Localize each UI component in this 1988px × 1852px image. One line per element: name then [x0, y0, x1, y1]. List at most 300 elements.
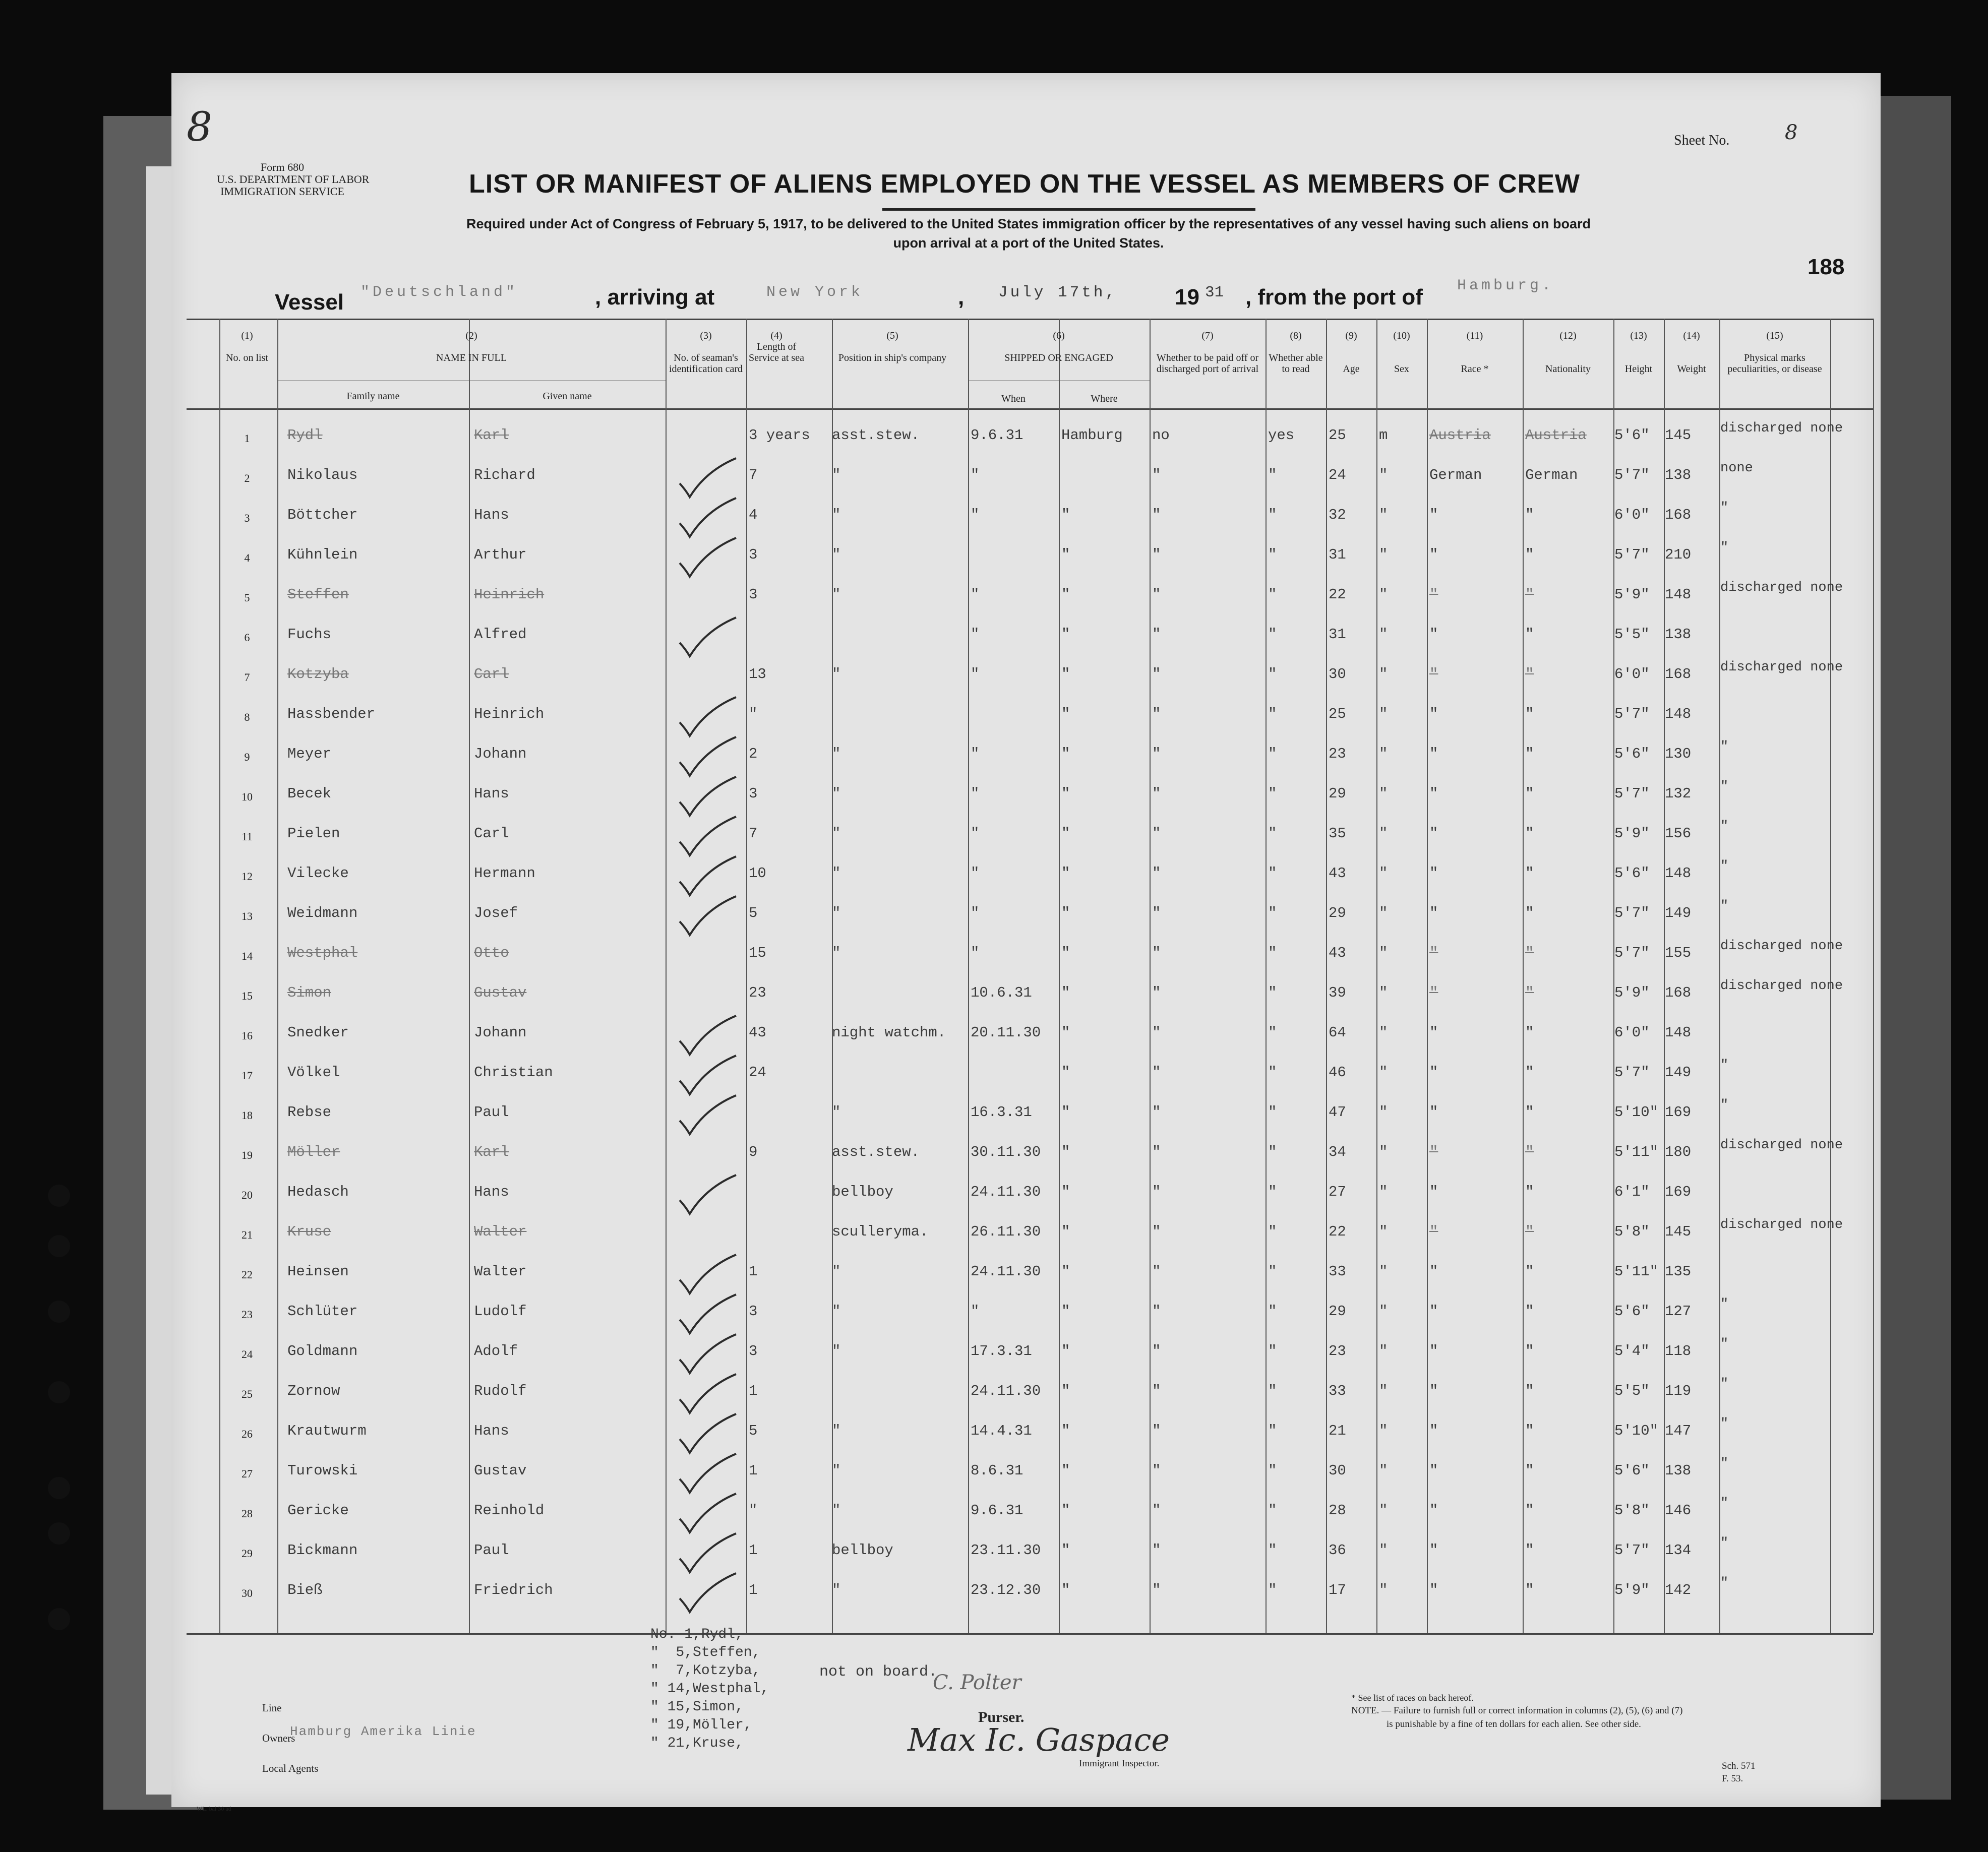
not-on-board-entry: " 7,Kotzyba,	[650, 1663, 761, 1679]
cell-position: "	[832, 1423, 841, 1439]
cell-given: Gustav	[474, 1462, 527, 1479]
cell-given: Hans	[474, 785, 509, 802]
cell-nationality: "	[1525, 706, 1534, 722]
cell-age: 25	[1329, 706, 1346, 722]
cell-height: 5'7"	[1614, 785, 1650, 802]
cell-position: "	[832, 1263, 841, 1280]
not-on-board-entry: " 21,Kruse,	[650, 1736, 744, 1751]
purser-initials: C. Polter	[933, 1671, 1021, 1694]
cell-marks: none	[1720, 461, 1753, 476]
cell-age: 25	[1329, 427, 1346, 444]
cell-height: 5'9"	[1614, 586, 1650, 603]
cell-when: "	[971, 586, 980, 603]
cell-family: Schlüter	[287, 1303, 358, 1320]
col-number: (4)	[770, 330, 782, 341]
col-label: Whether able to read	[1269, 352, 1323, 375]
col-number: (15)	[1766, 330, 1783, 341]
cell-sex: "	[1379, 1024, 1388, 1041]
col-number: (1)	[241, 330, 253, 341]
cell-read: "	[1268, 746, 1277, 762]
cell-where: "	[1061, 1184, 1070, 1200]
cell-sex: "	[1379, 1144, 1388, 1160]
cell-when: 8.6.31	[971, 1462, 1023, 1479]
cell-when: 9.6.31	[971, 1502, 1023, 1519]
cell-no: 6	[244, 631, 250, 644]
col-number: (7)	[1201, 330, 1214, 341]
col-label: Height	[1624, 363, 1653, 375]
cell-nationality: "	[1525, 865, 1534, 882]
cell-nationality: "	[1525, 666, 1534, 683]
cell-read: "	[1268, 1303, 1277, 1320]
cell-sex: m	[1379, 427, 1388, 444]
cell-sex: "	[1379, 546, 1388, 563]
column-rule	[1873, 319, 1874, 1633]
cell-no: 22	[242, 1268, 253, 1281]
cell-where: "	[1061, 945, 1070, 961]
cell-read: "	[1268, 1263, 1277, 1280]
cell-nationality: "	[1525, 1303, 1534, 1320]
cell-weight: 155	[1665, 945, 1692, 961]
cell-no: 29	[242, 1547, 253, 1560]
cell-paid: "	[1152, 1024, 1161, 1041]
cell-when: 10.6.31	[971, 984, 1032, 1001]
cell-sex: "	[1379, 1423, 1388, 1439]
cell-where: "	[1061, 586, 1070, 603]
cell-given: Christian	[474, 1064, 553, 1081]
cell-where: "	[1061, 507, 1070, 523]
cell-paid: "	[1152, 1343, 1161, 1360]
cell-nationality: "	[1525, 905, 1534, 921]
cell-race: "	[1429, 825, 1438, 842]
col-label: NAME IN FULL	[436, 352, 507, 363]
cell-service: 24	[749, 1064, 766, 1081]
cell-height: 5'8"	[1614, 1502, 1650, 1519]
cell-race: Austria	[1429, 427, 1491, 444]
cell-marks: "	[1720, 1536, 1729, 1551]
cell-weight: 180	[1665, 1144, 1692, 1160]
cell-marks: discharged none	[1720, 660, 1843, 675]
cell-service: 3	[749, 586, 758, 603]
cell-height: 6'0"	[1614, 666, 1650, 683]
cell-paid: "	[1152, 865, 1161, 882]
cell-nationality: "	[1525, 984, 1534, 1001]
department-name: U.S. DEPARTMENT OF LABOR	[217, 173, 370, 186]
cell-position: "	[832, 865, 841, 882]
cell-service: 1	[749, 1462, 758, 1479]
cell-position: "	[832, 467, 841, 483]
cell-service: 9	[749, 1144, 758, 1160]
header-bottom-rule	[187, 408, 1873, 410]
page-title: LIST OR MANIFEST OF ALIENS EMPLOYED ON THE VESSEL AS MEMBERS OF CREW	[469, 169, 1580, 199]
cell-nationality: "	[1525, 1582, 1534, 1598]
cell-given: Rudolf	[474, 1383, 527, 1399]
cell-sex: "	[1379, 467, 1388, 483]
cell-height: 5'10"	[1614, 1423, 1659, 1439]
cell-family: Zornow	[287, 1383, 340, 1399]
title-underline	[882, 208, 1255, 211]
column-rule	[1376, 319, 1377, 1633]
col-label: Whether to be paid off or discharged port of arrival	[1156, 352, 1259, 375]
cell-race: "	[1429, 1343, 1438, 1360]
cell-given: Hans	[474, 1423, 509, 1439]
cell-paid: "	[1152, 467, 1161, 483]
cell-service: 4	[749, 507, 758, 523]
cell-position: bellboy	[832, 1184, 893, 1200]
cell-when: "	[971, 905, 980, 921]
cell-read: "	[1268, 984, 1277, 1001]
cell-height: 5'8"	[1614, 1223, 1650, 1240]
background-sheet-right	[1881, 96, 1951, 1800]
cell-marks: "	[1720, 501, 1729, 516]
cell-given: Heinrich	[474, 586, 545, 603]
cell-marks: "	[1720, 819, 1729, 834]
cell-sex: "	[1379, 1184, 1388, 1200]
cell-position: bellboy	[832, 1542, 893, 1559]
cell-position: "	[832, 746, 841, 762]
cell-where: "	[1061, 1144, 1070, 1160]
cell-family: Turowski	[287, 1462, 358, 1479]
cell-where: "	[1061, 626, 1070, 643]
cell-sex: "	[1379, 984, 1388, 1001]
penalty-note-2: is punishable by a fine of ten dollars for each alien. See other side.	[1387, 1719, 1641, 1730]
cell-marks: "	[1720, 1297, 1729, 1312]
column-rule	[277, 319, 278, 1633]
cell-nationality: "	[1525, 546, 1534, 563]
cell-service: 1	[749, 1263, 758, 1280]
col-subheader-given: Given name	[543, 391, 592, 402]
cell-service: 3 years	[749, 427, 810, 444]
check-mark-icon	[676, 1292, 741, 1337]
cell-position: "	[832, 825, 841, 842]
cell-age: 33	[1329, 1263, 1346, 1280]
cell-when: 20.11.30	[971, 1024, 1041, 1041]
cell-age: 46	[1329, 1064, 1346, 1081]
not-on-board-list	[650, 1626, 769, 1753]
cell-service: 13	[749, 666, 766, 683]
cell-race: "	[1429, 1462, 1438, 1479]
cell-read: "	[1268, 1184, 1277, 1200]
cell-nationality: "	[1525, 1542, 1534, 1559]
cell-weight: 130	[1665, 746, 1692, 762]
cell-service: "	[749, 706, 758, 722]
cell-marks: "	[1720, 1058, 1729, 1073]
check-mark-icon	[676, 1172, 741, 1218]
cell-position: "	[832, 945, 841, 961]
cell-paid: "	[1152, 984, 1161, 1001]
column-rule	[469, 319, 470, 1633]
not-on-board-entry: " 15,Simon,	[650, 1699, 744, 1715]
cell-family: Vilecke	[287, 865, 349, 882]
cell-no: 16	[242, 1029, 253, 1042]
cell-age: 34	[1329, 1144, 1346, 1160]
form-id-block	[217, 161, 370, 198]
cell-family: Rebse	[287, 1104, 332, 1121]
cell-marks: "	[1720, 899, 1729, 914]
cell-age: 43	[1329, 945, 1346, 961]
cell-read: "	[1268, 1502, 1277, 1519]
cell-nationality: German	[1525, 467, 1578, 483]
sheet-no-label: Sheet No.	[1674, 133, 1730, 148]
cell-nationality: "	[1525, 1423, 1534, 1439]
check-mark-icon	[676, 734, 741, 780]
cell-sex: "	[1379, 706, 1388, 722]
cell-race: "	[1429, 1184, 1438, 1200]
cell-age: 23	[1329, 1343, 1346, 1360]
cell-read: "	[1268, 1144, 1277, 1160]
check-mark-icon	[676, 1332, 741, 1377]
inspector-signature: Max Ic. Gaspace	[908, 1721, 1170, 1758]
cell-given: Alfred	[474, 626, 527, 643]
cell-read: "	[1268, 1462, 1277, 1479]
cell-service: 3	[749, 785, 758, 802]
cell-height: 5'6"	[1614, 1303, 1650, 1320]
cell-position: "	[832, 666, 841, 683]
cell-position: "	[832, 1104, 841, 1121]
cell-position: "	[832, 1582, 841, 1598]
col-header-name	[277, 330, 666, 363]
cell-no: 3	[244, 512, 250, 524]
column-rule	[666, 319, 667, 1633]
cell-nationality: "	[1525, 945, 1534, 961]
manifest-sheet	[171, 73, 1881, 1812]
cell-read: yes	[1268, 427, 1295, 444]
cell-marks: discharged none	[1720, 1138, 1843, 1153]
cell-weight: 169	[1665, 1184, 1692, 1200]
cell-family: Heinsen	[287, 1263, 349, 1280]
departure-label: , from the port of	[1245, 285, 1423, 310]
print-mark: WL. bal 30 ad	[197, 1805, 231, 1812]
cell-height: 5'10"	[1614, 1104, 1659, 1121]
check-mark-icon	[676, 456, 741, 501]
cell-given: Hans	[474, 507, 509, 523]
table-top-rule	[187, 319, 1873, 320]
punch-hole	[48, 1381, 70, 1403]
not-on-board-entry: " 14,Westphal,	[650, 1681, 769, 1697]
cell-family: Steffen	[287, 586, 349, 603]
cell-weight: 134	[1665, 1542, 1692, 1559]
cell-paid: no	[1152, 427, 1170, 444]
cell-sex: "	[1379, 1064, 1388, 1081]
cell-weight: 148	[1665, 706, 1692, 722]
cell-read: "	[1268, 546, 1277, 563]
cell-given: Adolf	[474, 1343, 518, 1360]
cell-read: "	[1268, 1024, 1277, 1041]
cell-where: "	[1061, 706, 1070, 722]
cell-weight: 149	[1665, 1064, 1692, 1081]
cell-read: "	[1268, 1582, 1277, 1598]
cell-paid: "	[1152, 1542, 1161, 1559]
cell-family: Simon	[287, 984, 332, 1001]
cell-service: "	[749, 1502, 758, 1519]
cell-marks: "	[1720, 1576, 1729, 1591]
check-mark-icon	[676, 1451, 741, 1497]
check-mark-icon	[676, 695, 741, 740]
cell-when: 9.6.31	[971, 427, 1023, 444]
cell-position: "	[832, 586, 841, 603]
cell-service: 5	[749, 1423, 758, 1439]
cell-where: "	[1061, 1423, 1070, 1439]
cell-race: "	[1429, 746, 1438, 762]
cell-age: 24	[1329, 467, 1346, 483]
form-f-number: F. 53.	[1722, 1773, 1743, 1784]
cell-no: 5	[244, 591, 250, 604]
cell-weight: 127	[1665, 1303, 1692, 1320]
service-name: IMMIGRATION SERVICE	[220, 185, 344, 198]
cell-paid: "	[1152, 666, 1161, 683]
cell-read: "	[1268, 586, 1277, 603]
check-mark-icon	[676, 1252, 741, 1298]
cell-service: 7	[749, 825, 758, 842]
punch-hole	[48, 1185, 70, 1207]
year-suffix: 31	[1205, 284, 1224, 301]
cell-weight: 119	[1665, 1383, 1692, 1399]
cell-no: 26	[242, 1428, 253, 1440]
cell-when: 14.4.31	[971, 1423, 1032, 1439]
col-header-marks	[1719, 330, 1830, 375]
cell-sex: "	[1379, 626, 1388, 643]
cell-family: Meyer	[287, 746, 332, 762]
cell-given: Gustav	[474, 984, 527, 1001]
cell-age: 17	[1329, 1582, 1346, 1598]
cell-family: Pielen	[287, 825, 340, 842]
cell-given: Paul	[474, 1104, 509, 1121]
col-header-read	[1266, 330, 1326, 375]
cell-family: Goldmann	[287, 1343, 358, 1360]
cell-no: 27	[242, 1467, 253, 1480]
cell-nationality: "	[1525, 785, 1534, 802]
check-mark-icon	[676, 814, 741, 859]
cell-when: "	[971, 785, 980, 802]
cell-when: "	[971, 865, 980, 882]
cell-marks: discharged none	[1720, 580, 1843, 595]
cell-no: 11	[242, 830, 253, 843]
cell-read: "	[1268, 1542, 1277, 1559]
cell-height: 5'7"	[1614, 706, 1650, 722]
cell-position: "	[832, 1303, 841, 1320]
cell-race: "	[1429, 1223, 1438, 1240]
cell-family: Rydl	[287, 427, 323, 444]
cell-marks: discharged none	[1720, 978, 1843, 994]
cell-family: Bieß	[287, 1582, 323, 1598]
cell-family: Snedker	[287, 1024, 349, 1041]
cell-age: 29	[1329, 1303, 1346, 1320]
subtitle-line-2: upon arrival at a port of the United States.	[893, 235, 1164, 251]
col-label: Nationality	[1545, 363, 1591, 375]
cell-height: 6'1"	[1614, 1184, 1650, 1200]
cell-where: "	[1061, 1223, 1070, 1240]
cell-given: Paul	[474, 1542, 509, 1559]
local-agents-label: Local Agents	[262, 1762, 319, 1774]
col-number: (11)	[1466, 330, 1483, 341]
check-mark-icon	[676, 1531, 741, 1576]
cell-no: 19	[242, 1149, 253, 1161]
col-number: (14)	[1683, 330, 1700, 341]
cell-height: 5'7"	[1614, 1064, 1650, 1081]
cell-marks: "	[1720, 739, 1729, 755]
cell-read: "	[1268, 905, 1277, 921]
cell-when: "	[971, 1303, 980, 1320]
cell-height: 5'7"	[1614, 467, 1650, 483]
cell-paid: "	[1152, 507, 1161, 523]
table-bottom-rule	[187, 1633, 1873, 1635]
cell-where: "	[1061, 1502, 1070, 1519]
cell-read: "	[1268, 1064, 1277, 1081]
cell-age: 29	[1329, 785, 1346, 802]
cell-family: Bickmann	[287, 1542, 358, 1559]
cell-paid: "	[1152, 1064, 1161, 1081]
cell-race: "	[1429, 984, 1438, 1001]
cell-weight: 135	[1665, 1263, 1692, 1280]
cell-race: "	[1429, 666, 1438, 683]
arriving-label: , arriving at	[595, 285, 715, 310]
cell-read: "	[1268, 1223, 1277, 1240]
col-label: Race *	[1461, 363, 1489, 375]
cell-weight: 148	[1665, 586, 1692, 603]
punch-hole	[48, 1477, 70, 1499]
cell-where: "	[1061, 1024, 1070, 1041]
col-header-card	[666, 330, 746, 375]
cell-sex: "	[1379, 666, 1388, 683]
arrival-port: New York	[766, 284, 864, 301]
cell-sex: "	[1379, 746, 1388, 762]
check-mark-icon	[676, 774, 741, 820]
cell-nationality: "	[1525, 1343, 1534, 1360]
cell-weight: 148	[1665, 1024, 1692, 1041]
check-mark-icon	[676, 1013, 741, 1059]
cell-age: 47	[1329, 1104, 1346, 1121]
cell-where: "	[1061, 905, 1070, 921]
cell-where: "	[1061, 1263, 1070, 1280]
cell-height: 5'7"	[1614, 546, 1650, 563]
cell-no: 15	[242, 990, 253, 1002]
date-separator: ,	[958, 285, 965, 310]
cell-read: "	[1268, 785, 1277, 802]
cell-given: Hermann	[474, 865, 535, 882]
cell-nationality: "	[1525, 1383, 1534, 1399]
cell-no: 1	[244, 432, 250, 445]
cell-nationality: "	[1525, 1223, 1534, 1240]
cell-height: 5'6"	[1614, 1462, 1650, 1479]
cell-no: 18	[242, 1109, 253, 1122]
cell-where: "	[1061, 1383, 1070, 1399]
col-number: (12)	[1559, 330, 1577, 341]
cell-given: Karl	[474, 1144, 509, 1160]
cell-weight: 145	[1665, 427, 1692, 444]
cell-paid: "	[1152, 1502, 1161, 1519]
cell-read: "	[1268, 865, 1277, 882]
cell-when: 24.11.30	[971, 1383, 1041, 1399]
col-label: Physical marks peculiarities, or disease	[1727, 352, 1822, 375]
cell-nationality: "	[1525, 586, 1534, 603]
cell-position: asst.stew.	[832, 427, 920, 444]
cell-given: Reinhold	[474, 1502, 545, 1519]
cell-race: "	[1429, 1582, 1438, 1598]
cell-paid: "	[1152, 1263, 1161, 1280]
cell-race: "	[1429, 1423, 1438, 1439]
cell-given: Ludolf	[474, 1303, 527, 1320]
cell-race: German	[1429, 467, 1482, 483]
cell-when: 23.12.30	[971, 1582, 1041, 1598]
cell-height: 5'5"	[1614, 626, 1650, 643]
check-mark-icon	[676, 894, 741, 939]
cell-weight: 147	[1665, 1423, 1692, 1439]
cell-where: "	[1061, 785, 1070, 802]
check-mark-icon	[676, 1491, 741, 1536]
col-label: No. of seaman's identification card	[669, 352, 743, 375]
cell-race: "	[1429, 1144, 1438, 1160]
cell-nationality: "	[1525, 1064, 1534, 1081]
stamp-number: 188	[1808, 255, 1845, 279]
